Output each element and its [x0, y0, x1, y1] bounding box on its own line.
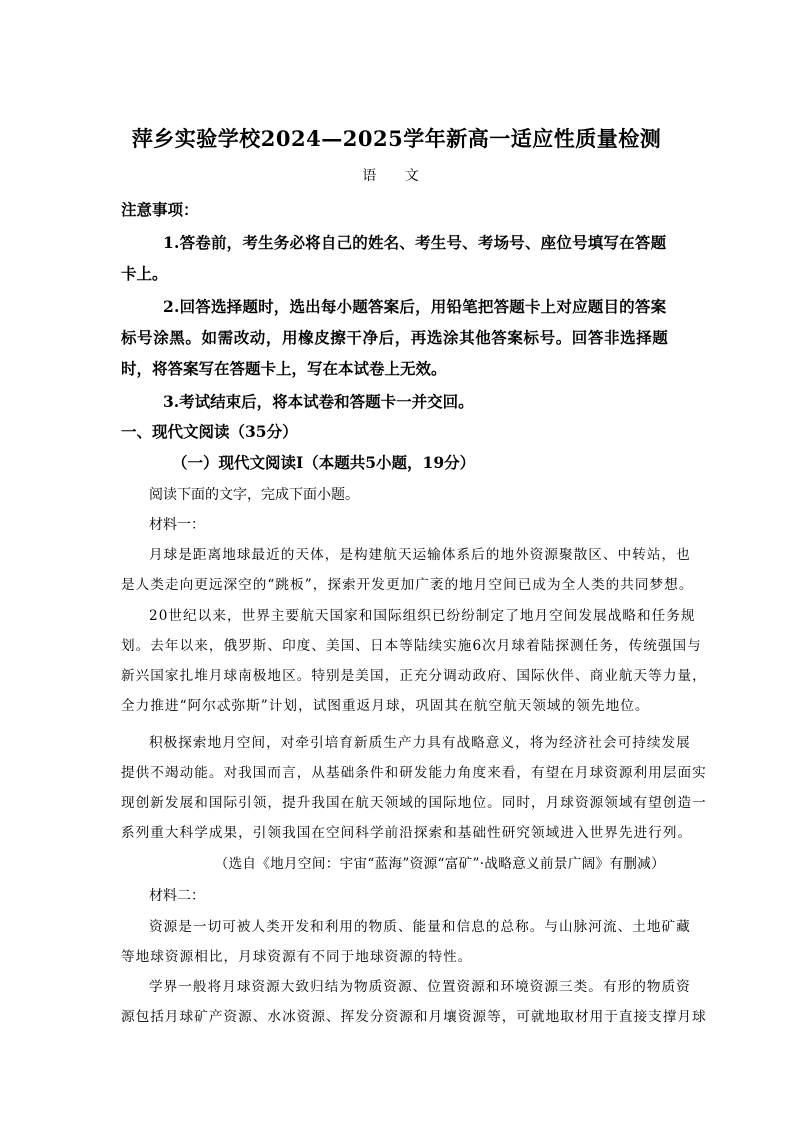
- material-one-line: 月球是距离地球最近的天体，是构建航天运输体系后的地外资源聚散区、中转站，也: [149, 547, 691, 563]
- material-one-line: 现创新发展和国际引领，提升我国在航天领域的国际地位。同时，月球资源领域有望创造一: [121, 795, 707, 811]
- notice-heading: 注意事项：: [121, 200, 199, 219]
- section-heading: 一、现代文阅读（35分）: [121, 422, 298, 441]
- material-one-line: 20世纪以来，世界主要航天国家和国际组织已纷纷制定了地月空间发展战略和任务规: [149, 608, 696, 624]
- material-one-line: 积极探索地月空间，对牵引培育新质生产力具有战略意义，将为经济社会可持续发展: [149, 735, 691, 751]
- notice-line: 卡上。: [121, 264, 168, 283]
- section-subheading: （一）现代文阅读Ⅰ（本题共5小题，19分）: [172, 453, 476, 472]
- material-two-line: 学界一般将月球资源大致归结为物质资源、位置资源和环境资源三类。有形的物质资: [149, 979, 691, 995]
- material-one-line: 是人类走向更远深空的“跳板”，探索开发更加广袤的地月空间已成为全人类的共同梦想。: [121, 577, 694, 593]
- material-one-line: 全力推进“阿尔忒弥斯”计划，试图重返月球，巩固其在航空航天领域的领先地位。: [121, 698, 650, 714]
- material-two-label: 材料二：: [149, 888, 205, 904]
- notice-line: 2.回答选择题时，选出每小题答案后，用铅笔把答题卡上对应题目的答案: [163, 297, 667, 316]
- material-one-line: 划。去年以来，俄罗斯、印度、美国、日本等陆续实施6次月球着陆探测任务，传统强国与: [121, 638, 702, 654]
- material-one-line: 系列重大科学成果，引领我国在空间科学前沿探索和基础性研究领域进入世界先进行列。: [121, 825, 693, 841]
- material-one-line: 新兴国家扎堆月球南极地区。特别是美国，正充分调动政府、国际伙伴、商业航天等力量，: [121, 668, 707, 684]
- notice-line: 时，将答案写在答题卡上，写在本试卷上无效。: [121, 359, 447, 378]
- material-one-line: 提供不竭动能。对我国而言，从基础条件和研发能力角度来看，有望在月球资源利用层面实: [121, 765, 707, 781]
- notice-line: 1.答卷前，考生务必将自己的姓名、考生号、考场号、座位号填写在答题: [163, 233, 667, 252]
- material-one-source: （选自《地月空间：宇宙“蓝海”资源“富矿”·战略意义前景广阔》有删减）: [214, 856, 665, 872]
- material-two-line: 资源是一切可被人类开发和利用的物质、能量和信息的总称。与山脉河流、土地矿藏: [149, 919, 691, 935]
- material-two-line: 等地球资源相比，月球资源有不同于地球资源的特性。: [121, 949, 473, 965]
- notice-line: 标号涂黑。如需改动，用橡皮擦干净后，再选涂其他答案标号。回答非选择题: [121, 328, 669, 347]
- reading-instruction: 阅读下面的文字，完成下面小题。: [149, 487, 359, 503]
- material-two-line: 源包括月球矿产资源、水冰资源、挥发分资源和月壤资源等，可就地取材用于直接支撑月球: [121, 1009, 707, 1025]
- subject-label: 语 文: [362, 168, 431, 184]
- notice-line: 3.考试结束后，将本试卷和答题卡一并交回。: [163, 392, 474, 411]
- exam-title: 萍乡实验学校2024—2025学年新高一适应性质量检测: [131, 126, 662, 151]
- material-one-label: 材料一：: [149, 517, 205, 533]
